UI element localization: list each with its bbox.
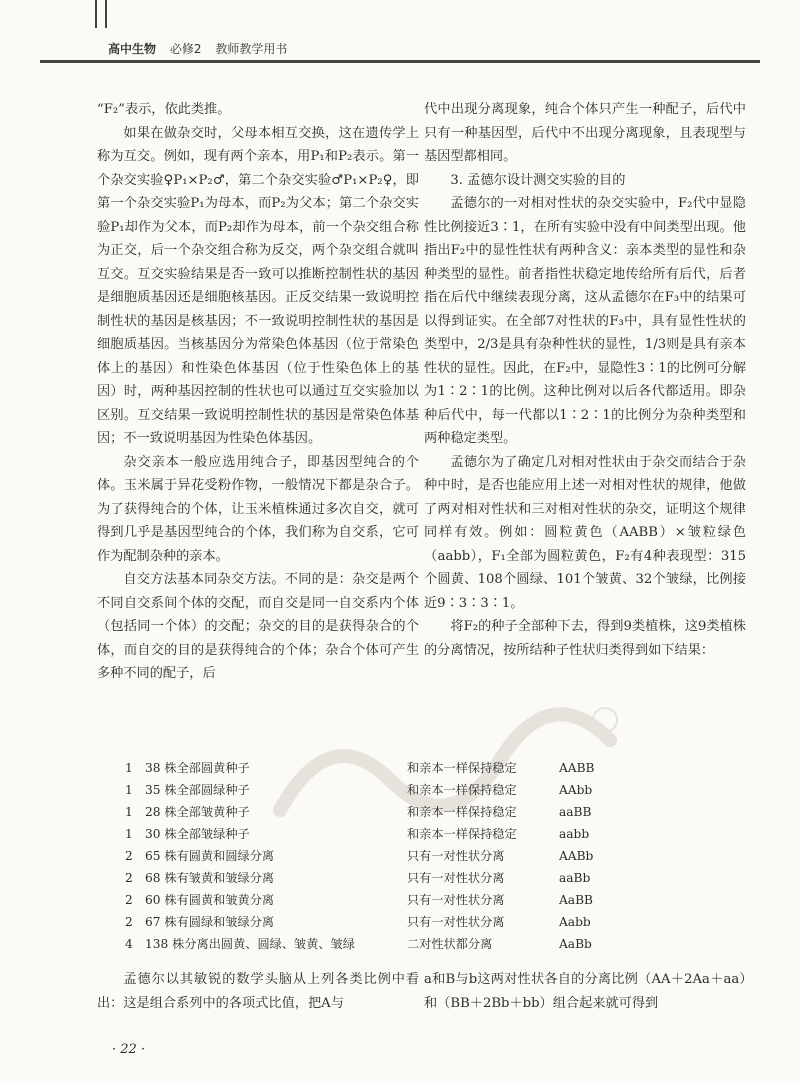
- paragraph: 如果在做杂交时，父母本相互交换，这在遗传学上称为互交。例如，现有两个亲本，用P₁和P₂表示。第一个杂交实验♀P₁×P₂♂，第二个杂交实验♂P₁×P₂♀，即第一个杂交实验P₁为母本，而P₂为父本；第二个杂交实验P₁却作为父本，而P₂却作为母本，前一个杂交组合称为正交，后一个杂交组合称为反交，两个杂交组合就叫互交。互交实验结果是否一致可以推断控制性状的基因是细胞质基因还是细胞核基因。正反交结果一致说明控制性状的基因是核基因；不一致说明控制性状的基因是细胞质基因。当核基因分为常染色体基因（位于常染色体上的基因）和性染色体基因（位于性染色体上的基因）时，两种基因控制的性状也可以通过互交实验加以区别。互交结果一致说明控制性状的基因是常染色体基因；不一致说明基因为性染色体基因。: [97, 125, 419, 446]
- ratio-cell: 4: [125, 937, 133, 951]
- description-cell: 30 株全部皱绿种子: [145, 827, 250, 841]
- ratio-cell: 2: [125, 849, 133, 863]
- paragraph: 杂交亲本一般应选用纯合子，即基因型纯合的个体。玉米属于异花受粉作物，一般情况下都是杂合子。为了获得纯合的个体，让玉米植株通过多次自交，就可得到几乎是基因型纯合的个体，我们称为自交系，它可作为配制杂种的亲本。: [97, 454, 419, 564]
- genotype-cell: aabb: [559, 827, 590, 841]
- ratio-cell: 1: [125, 783, 133, 797]
- description-cell: 28 株全部皱黄种子: [145, 805, 250, 819]
- genotype-cell: AABB: [559, 761, 595, 775]
- paragraph: 将F₂的种子全部种下去，得到9类植株，这9类植株的分离情况，按所结种子性状归类得到如下结果：: [424, 619, 746, 658]
- table-row: [125, 889, 745, 911]
- genotype-cell: AABb: [559, 849, 594, 863]
- ratio-cell: 2: [125, 871, 133, 885]
- book-subtitle: 教师教学用书: [215, 42, 288, 56]
- paragraph: 代中出现分离现象，纯合个体只产生一种配子，后代中只有一种基因型，后代中不出现分离现象，且表现型与基因型都相同。: [424, 102, 746, 164]
- status-cell: 只有一对性状分离: [407, 849, 505, 863]
- genotype-cell: aaBb: [559, 871, 591, 885]
- table-row: [125, 911, 745, 933]
- description-cell: 60 株有圆黄和皱黄分离: [145, 893, 275, 907]
- paragraph: 自交方法基本同杂交方法。不同的是：杂交是两个不同自交系间个体的交配，而自交是同一自交系内个体（包括同一个体）的交配；杂交的目的是获得杂合的个体，而自交的目的是获得纯合的个体；杂合个体可产生多种不同的配子，后: [97, 572, 419, 681]
- status-cell: 和亲本一样保持稳定: [407, 827, 517, 841]
- header-rule: [40, 60, 760, 63]
- bottom-right-text: [424, 968, 746, 1015]
- paragraph: 孟德尔以其敏锐的数学头脑从上列各类比例中看出：这是组合系列中的各项式比值，把A与: [97, 972, 419, 1011]
- ratio-cell: 1: [125, 761, 133, 775]
- genotype-cell: Aabb: [559, 915, 591, 929]
- description-cell: 65 株有圆黄和圆绿分离: [145, 849, 275, 863]
- paragraph: “F₂”表示，依此类推。: [97, 102, 231, 117]
- description-cell: 38 株全部圆黄种子: [145, 761, 250, 775]
- right-column: [424, 98, 746, 662]
- table-row: [125, 867, 745, 889]
- table-row: [125, 845, 745, 867]
- status-cell: 和亲本一样保持稳定: [407, 783, 517, 797]
- description-cell: 67 株有圆绿和皱绿分离: [145, 915, 275, 929]
- top-binding-mark: [95, 0, 107, 28]
- status-cell: 和亲本一样保持稳定: [407, 761, 517, 775]
- description-cell: 35 株全部圆绿种子: [145, 783, 250, 797]
- table-row: [125, 801, 745, 823]
- paragraph: 3. 孟德尔设计测交实验的目的: [450, 172, 626, 188]
- running-header: [108, 40, 708, 57]
- volume-label: 必修2: [169, 42, 202, 56]
- genotype-cell: AaBB: [559, 893, 593, 907]
- table-row: [125, 933, 745, 955]
- left-column: [97, 98, 419, 686]
- table-row: [125, 823, 745, 845]
- status-cell: 只有一对性状分离: [407, 893, 505, 907]
- page-number: · 22 ·: [112, 1042, 146, 1057]
- genotype-cell: aaBB: [559, 805, 592, 819]
- results-table: [125, 757, 745, 955]
- paragraph: 孟德尔的一对相对性状的杂交实验中，F₂代中显隐性比例接近3∶1，在所有实验中没有中间类型出现。他指出F₂中的显性性状有两种含义：亲本类型的显性和杂种类型的显性。前者指性状稳定地传给所有后代，后者指在后代中继续表现分离，这从孟德尔在F₃中的结果可以得到证实。在全部7对性状的F₃中，具有显性性状的类型中，2/3是具有杂种性状的显性，1/3则是具有亲本性状的显性。因此，在F₂中，显隐性3∶1的比例可分解为1∶2∶1的比例。这种比例对以后各代都适用。即杂种后代中，每一代都以1∶2∶1的比例分为杂种类型和两种稳定类型。: [424, 196, 746, 446]
- bottom-left-text: [97, 968, 419, 1015]
- ratio-cell: 2: [125, 915, 133, 929]
- genotype-cell: AAbb: [559, 783, 593, 797]
- genotype-cell: AaBb: [559, 937, 592, 951]
- ratio-cell: 1: [125, 827, 133, 841]
- status-cell: 只有一对性状分离: [407, 871, 505, 885]
- description-cell: 138 株分离出圆黄、圆绿、皱黄、皱绿: [145, 937, 355, 951]
- description-cell: 68 株有皱黄和皱绿分离: [145, 871, 275, 885]
- ratio-cell: 1: [125, 805, 133, 819]
- status-cell: 和亲本一样保持稳定: [407, 805, 517, 819]
- paragraph: 孟德尔为了确定几对相对性状由于杂交而结合于杂种中时，是否也能应用上述一对相对性状的规律，他做了两对相对性状和三对相对性状的杂交，证明这个规律同样有效。例如：圆粒黄色（AABB）×皱粒绿色（aabb），F₁全部为圆粒黄色，F₂有4种表现型：315个圆黄、108个圆绿、101个皱黄、32个皱绿，比例接近9∶3∶3∶1。: [424, 454, 746, 611]
- paragraph: a和B与b这两对性状各自的分离比例（AA＋2Aa＋aa）和（BB＋2Bb＋bb）组合起来就可得到: [424, 972, 746, 1011]
- table-row: [125, 779, 745, 801]
- status-cell: 二对性状都分离: [407, 937, 493, 951]
- ratio-cell: 2: [125, 893, 133, 907]
- status-cell: 只有一对性状分离: [407, 915, 505, 929]
- book-title: 高中生物: [108, 42, 157, 56]
- table-row: [125, 757, 745, 779]
